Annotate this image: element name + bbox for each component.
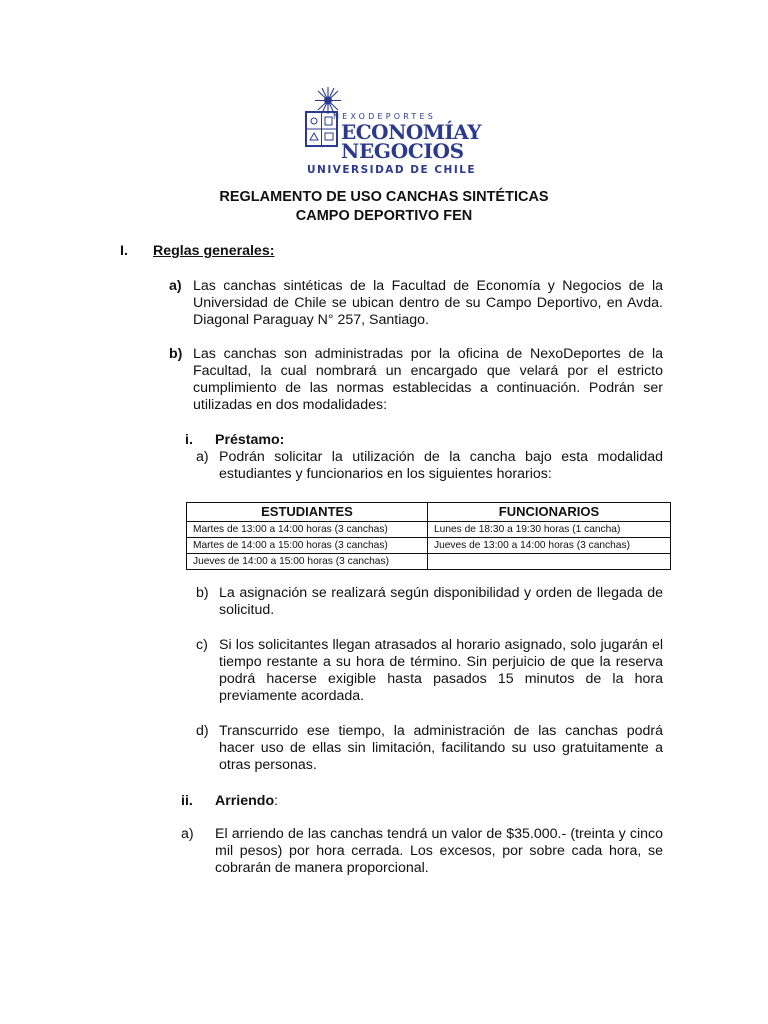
table-header-row xyxy=(187,503,671,522)
arriendo-item-a-label: a) xyxy=(181,826,194,842)
item-a-text: Las canchas sintéticas de la Facultad de Economía y Negocios de la Universidad de Chile se ubican dentro de su Campo Deportivo, en Avda. Diagonal Paraguay N° 257, Santiago. xyxy=(193,278,663,328)
prestamo-item-b-label: b) xyxy=(196,585,209,601)
section-heading: Reglas generales: xyxy=(153,243,275,259)
subsection-i-numeral: i. xyxy=(185,432,193,448)
prestamo-item-a-label: a) xyxy=(196,449,209,465)
table-row xyxy=(187,554,671,570)
item-b-label: b) xyxy=(169,346,183,362)
logo-line-1: ECONOMÍAY xyxy=(341,120,482,144)
table-row xyxy=(187,522,671,538)
subsection-ii-numeral: ii. xyxy=(181,793,193,809)
table-row xyxy=(187,538,671,554)
logo-line-2: NEGOCIOS xyxy=(341,139,464,163)
table-cell xyxy=(428,554,671,570)
table-cell: Martes de 13:00 a 14:00 horas (3 canchas) xyxy=(187,522,428,538)
schedule-table xyxy=(186,502,671,570)
subsection-i-heading: Préstamo: xyxy=(215,432,285,448)
prestamo-item-c-label: c) xyxy=(196,637,208,653)
faculty-logo xyxy=(305,86,482,176)
table-cell: Jueves de 13:00 a 14:00 horas (3 canchas) xyxy=(428,538,671,554)
item-b-text: Las canchas son administradas por la oficina de NexoDeportes de la Facultad, la cual nombrará un encargado que velará por el estricto cumplimiento de las normas establecidas a continuación. Podrán ser utilizadas en dos modalidades: xyxy=(193,346,663,413)
section-numeral: I. xyxy=(120,243,128,259)
arriendo-item-a-text: El arriendo de las canchas tendrá un valor de $35.000.- (treinta y cinco mil pesos) por hora cerrada. Los excesos, por sobre cada hora, se cobrarán de manera proporcional. xyxy=(215,826,663,876)
logo-top-text: NEXODEPORTES xyxy=(333,112,437,121)
document-subtitle: CAMPO DEPORTIVO FEN xyxy=(295,208,473,224)
logo-bottom-text: UNIVERSIDAD DE CHILE xyxy=(307,164,477,176)
prestamo-item-d-text: Transcurrido ese tiempo, la administración de las canchas podrá hacer uso de ellas sin limitación, facilitando su uso gratuitamente a otras personas. xyxy=(219,723,663,773)
prestamo-item-b-text: La asignación se realizará según disponibilidad y orden de llegada de solicitud. xyxy=(219,585,663,618)
subsection-ii-heading: Arriendo: xyxy=(215,793,279,809)
table-cell: Lunes de 18:30 a 19:30 horas (1 cancha) xyxy=(428,522,671,538)
prestamo-item-d-label: d) xyxy=(196,723,209,739)
table-cell: Jueves de 14:00 a 15:00 horas (3 canchas) xyxy=(187,554,428,570)
header-funcionarios: FUNCIONARIOS xyxy=(428,503,671,522)
item-a-label: a) xyxy=(169,278,182,294)
prestamo-item-a-text: Podrán solicitar la utilización de la cancha bajo esta modalidad estudiantes y funcionarios en los siguientes horarios: xyxy=(219,449,663,482)
table-cell: Martes de 14:00 a 15:00 horas (3 canchas) xyxy=(187,538,428,554)
header-estudiantes: ESTUDIANTES xyxy=(187,503,428,522)
document-title: REGLAMENTO DE USO CANCHAS SINTÉTICAS xyxy=(219,189,549,205)
prestamo-item-c-text: Si los solicitantes llegan atrasados al horario asignado, solo jugarán el tiempo restante a su hora de término. Sin perjuicio de que la reserva podrá hacerse exigible hasta pasados 15 minutos de la hora previamente acordada. xyxy=(219,637,663,704)
